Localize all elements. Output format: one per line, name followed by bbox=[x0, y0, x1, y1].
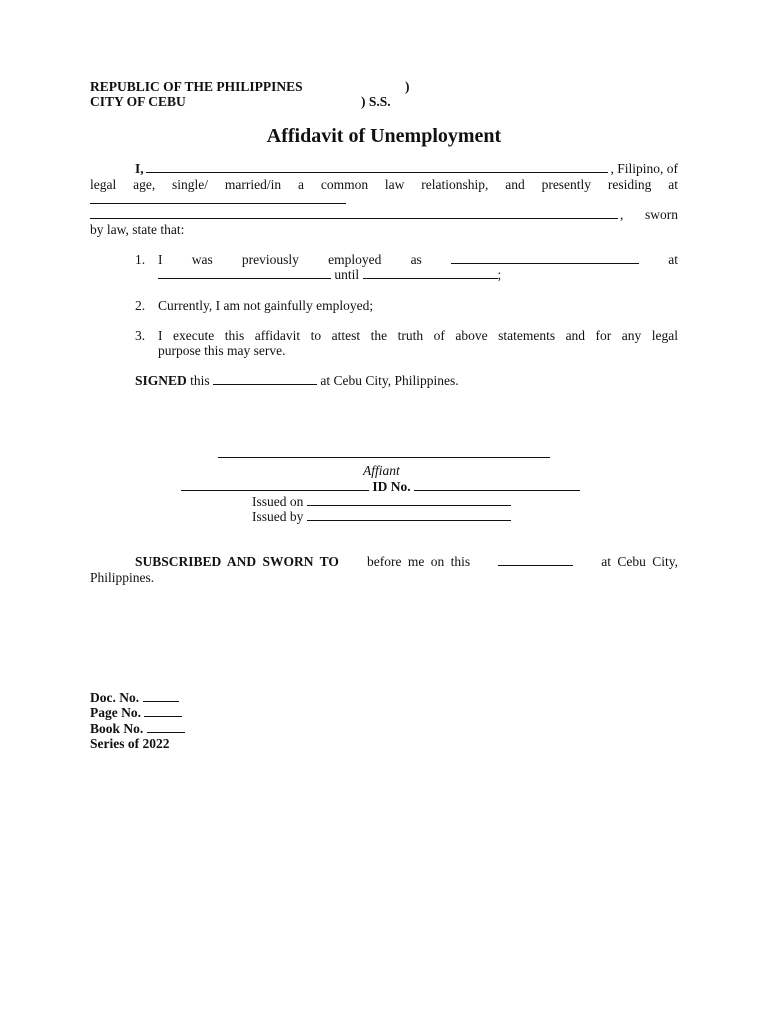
address-blank-1[interactable] bbox=[90, 192, 346, 207]
book-no-line: Book No. bbox=[90, 721, 185, 736]
page-no-line: Page No. bbox=[90, 705, 182, 720]
item-3-number: 3. bbox=[135, 328, 146, 343]
page-no-blank[interactable] bbox=[144, 705, 182, 717]
id-number-blank[interactable] bbox=[414, 479, 580, 491]
until-date-blank[interactable] bbox=[363, 267, 498, 279]
sworn-date-blank[interactable] bbox=[498, 554, 573, 566]
intro-line-5: by law, state that: bbox=[90, 222, 185, 237]
item-2-text: Currently, I am not gainfully employed; bbox=[158, 298, 374, 313]
employer-blank[interactable] bbox=[158, 267, 331, 279]
item-3-line-2: purpose this may serve. bbox=[158, 343, 286, 358]
issued-by-line: Issued by bbox=[252, 509, 511, 524]
intro-sworn: sworn bbox=[645, 207, 678, 222]
signed-line: SIGNED this at Cebu City, Philippines. bbox=[135, 373, 459, 388]
intro-line-2: legal age, single/ married/in a common law relationship, and presently residing at bbox=[90, 177, 678, 192]
subscribed-line-2: Philippines. bbox=[90, 570, 155, 585]
series-line: Series of 2022 bbox=[90, 736, 170, 751]
header-city: CITY OF CEBU bbox=[90, 94, 186, 109]
document-title: Affidavit of Unemployment bbox=[266, 125, 502, 147]
affiant-label: Affiant bbox=[363, 463, 400, 478]
address-blank-2[interactable] bbox=[90, 207, 618, 219]
doc-no-blank[interactable] bbox=[143, 690, 179, 702]
intro-filipino: , Filipino, of bbox=[610, 161, 678, 176]
doc-no-line: Doc. No. bbox=[90, 690, 179, 705]
intro-line-4 bbox=[90, 207, 678, 222]
signed-date-blank[interactable] bbox=[213, 373, 317, 385]
position-blank[interactable] bbox=[451, 252, 639, 264]
item-1-number: 1. bbox=[135, 252, 146, 267]
header-republic: REPUBLIC OF THE PHILIPPINES bbox=[90, 79, 303, 94]
id-type-blank[interactable] bbox=[181, 479, 369, 491]
book-no-blank[interactable] bbox=[147, 721, 185, 733]
subscribed-line-1: SUBSCRIBED AND SWORN TO before me on this at Cebu City, bbox=[135, 554, 678, 569]
item-1-line-2: until ; bbox=[158, 267, 501, 282]
issued-by-blank[interactable] bbox=[307, 509, 511, 521]
issued-on-blank[interactable] bbox=[307, 494, 511, 506]
intro-sworn-comma: , bbox=[620, 207, 624, 222]
name-blank[interactable] bbox=[146, 161, 609, 173]
item-3-line-1: I execute this affidavit to attest the truth of above statements and for any legal bbox=[158, 328, 678, 343]
issued-on-line: Issued on bbox=[252, 494, 511, 509]
intro-line-1 bbox=[135, 161, 678, 176]
header-ss: ) S.S. bbox=[361, 94, 391, 109]
intro-i-label: I, bbox=[135, 161, 144, 176]
affiant-signature-line[interactable] bbox=[218, 446, 550, 461]
item-2-number: 2. bbox=[135, 298, 146, 313]
header-paren: ) bbox=[405, 79, 410, 94]
item-1-line-1: I was previously employed as at bbox=[158, 252, 678, 267]
affiant-id-line: ID No. bbox=[181, 479, 580, 494]
